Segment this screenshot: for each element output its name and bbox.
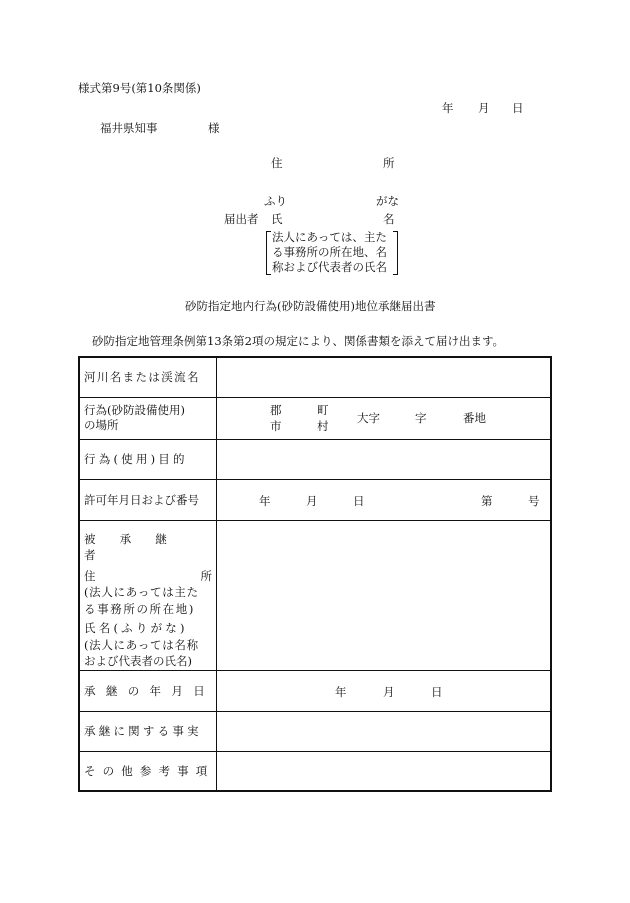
permit-year-label: 年 (259, 493, 271, 508)
mura-label: 村 (317, 418, 329, 433)
applicant-label: 届出者 (224, 212, 259, 226)
banchi-label: 番地 (463, 410, 486, 425)
address-note-line2: る事務所の所在地) (84, 601, 195, 616)
name-label: 氏名(ふりがな) (84, 621, 188, 635)
address-label-b: 所 (200, 568, 212, 583)
name-label-second: 名 (383, 212, 395, 226)
facts-label: 承継に関する事実 (84, 724, 202, 738)
shi-label: 市 (270, 418, 282, 433)
permit-label-cell (79, 479, 217, 520)
intro-text: 砂防指定地管理条例第13条第2項の規定により、関係書類を添えて届け出ます。 (92, 334, 505, 348)
table-row (79, 670, 551, 711)
succession-date-label: 承継の年月日 (84, 683, 216, 698)
machi-label: 町 (317, 402, 329, 417)
name-note-line2: および代表者の氏名) (84, 654, 192, 668)
predecessor-value-cell[interactable] (217, 520, 552, 670)
address-label-first: 住 (271, 156, 283, 170)
permit-label: 許可年月日および番号 (84, 492, 199, 507)
furigana-first: ふり (264, 194, 287, 208)
succession-month-label: 月 (383, 684, 395, 699)
permit-day-label: 日 (353, 493, 365, 508)
form-number: 様式第9号(第10条関係) (78, 81, 201, 95)
applicant-note-bracket (266, 230, 398, 276)
name-note-line1: (法人にあっては名称 (84, 637, 199, 652)
date-day-label: 日 (512, 101, 524, 115)
purpose-label-cell (79, 439, 217, 479)
permit-month-label: 月 (306, 493, 318, 508)
other-label: その他参考事項 (84, 763, 215, 778)
note-line: 称および代表者の氏名 (272, 260, 387, 274)
permit-go-label: 号 (528, 493, 540, 508)
table-row (79, 711, 551, 751)
oaza-label: 大字 (357, 410, 380, 425)
other-label-cell (79, 751, 217, 791)
succession-year-label: 年 (335, 684, 347, 699)
gun-label: 郡 (270, 402, 282, 417)
river-label-cell (79, 357, 217, 397)
address-label-row (84, 568, 216, 585)
address-label-a: 住 (84, 568, 96, 583)
table-row (79, 357, 551, 397)
succession-date-label-cell (79, 670, 217, 711)
table-row (79, 751, 551, 791)
table-row (79, 397, 551, 439)
location-value-cell[interactable] (217, 397, 552, 439)
address-label-second: 所 (383, 156, 395, 170)
facts-value-cell[interactable] (217, 711, 552, 751)
permit-dai-label: 第 (481, 493, 493, 508)
date-year-label: 年 (442, 101, 454, 115)
location-label-cell (79, 397, 217, 439)
furigana-second: がな (376, 194, 399, 208)
predecessor-label-cell (79, 520, 217, 670)
form-table (78, 356, 552, 792)
right-bracket (393, 231, 398, 275)
other-value-cell[interactable] (217, 751, 552, 791)
purpose-label: 行為(使用)目的 (84, 452, 188, 466)
address-note-line1: (法人にあっては主た (84, 585, 199, 599)
river-value-cell[interactable] (217, 357, 552, 397)
table-row (79, 520, 551, 670)
addressee: 福井県知事 (100, 121, 158, 135)
table-row (79, 439, 551, 479)
name-label-first: 氏 (271, 212, 283, 226)
permit-value-cell[interactable] (217, 479, 552, 520)
location-label-line2: の場所 (84, 418, 119, 432)
aza-label: 字 (415, 410, 427, 425)
document-title: 砂防指定地内行為(砂防設備使用)地位承継届出書 (185, 299, 436, 313)
succession-day-label: 日 (431, 684, 443, 699)
predecessor-label: 被承継者 (84, 531, 191, 562)
location-label-line1: 行為(砂防設備使用) (84, 403, 185, 417)
river-label: 河川名または渓流名 (84, 370, 200, 385)
applicant-note (272, 230, 387, 275)
date-month-label: 月 (478, 101, 490, 115)
honorific: 様 (208, 121, 220, 135)
facts-label-cell (79, 711, 217, 751)
note-line: る事務所の所在地、名 (272, 245, 387, 259)
left-bracket (266, 231, 271, 275)
table-row (79, 479, 551, 520)
note-line: 法人にあっては、主た (272, 230, 387, 244)
purpose-value-cell[interactable] (217, 439, 552, 479)
succession-date-value-cell[interactable] (217, 670, 552, 711)
